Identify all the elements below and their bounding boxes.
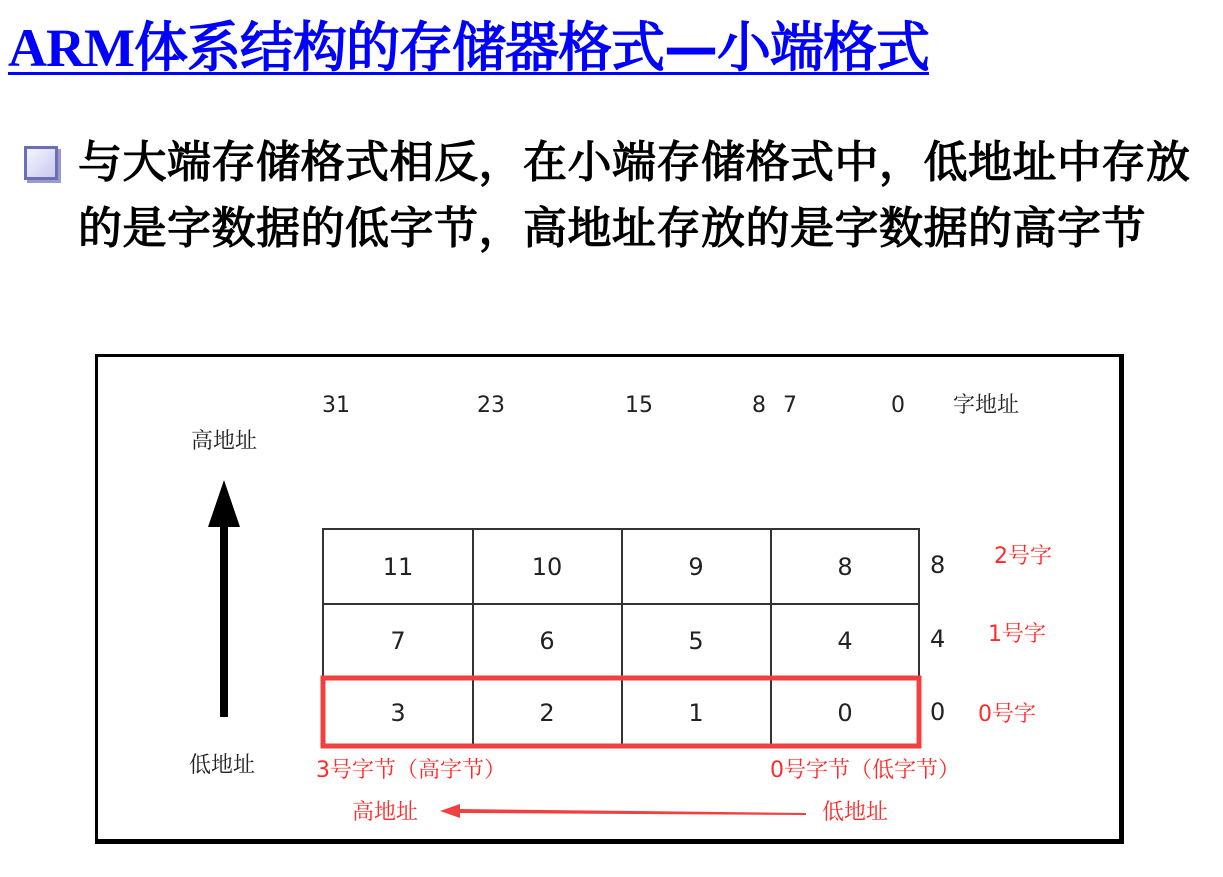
- cell-value: 4: [837, 627, 853, 655]
- bit-label-8: 8: [752, 393, 766, 418]
- row-address-0: 0: [930, 698, 946, 726]
- page-title: [8, 16, 929, 80]
- row-address-4: 4: [930, 625, 946, 653]
- word-label-1: 1号字: [988, 622, 1046, 647]
- word-label-2: 2号字: [994, 544, 1052, 569]
- diagram-canvas: [98, 357, 1119, 839]
- left-arrow-icon: [440, 804, 806, 818]
- byte3-label: 3号字节（高字节）: [316, 758, 506, 783]
- bullet-text: 与大端存储格式相反，在小端存储格式中，低地址中存放的是字数据的低字节，高地址存放的是字数据的高字节: [78, 137, 1191, 254]
- little-endian-diagram: [95, 354, 1124, 844]
- cell-value: 8: [837, 553, 853, 581]
- cell-value: 2: [539, 699, 555, 727]
- bullet-square-icon: [24, 146, 58, 180]
- cell-value: 7: [390, 627, 406, 655]
- cell-value: 3: [390, 699, 406, 727]
- cell-value: 0: [837, 699, 853, 727]
- bit-label-23: 23: [477, 393, 505, 418]
- bit-label-31: 31: [322, 393, 350, 418]
- cell-value: 1: [688, 699, 704, 727]
- cell-value: 11: [382, 553, 414, 581]
- byte0-label: 0号字节（低字节）: [770, 758, 960, 783]
- up-arrow-icon: [208, 480, 240, 717]
- cell-value: 10: [531, 553, 563, 581]
- row-address-8: 8: [930, 551, 946, 579]
- title-rest: 体系结构的存储器格式—小端格式: [133, 16, 929, 79]
- high-address-label: 高地址: [190, 429, 258, 454]
- cell-value: 5: [688, 627, 704, 655]
- bottom-high-address-label: 高地址: [352, 800, 419, 825]
- bit-label-0: 0: [891, 393, 905, 418]
- word-label-0: 0号字: [978, 702, 1036, 727]
- cell-value: 9: [688, 553, 704, 581]
- bit-label-15: 15: [625, 393, 653, 418]
- bit-label-7: 7: [783, 393, 797, 418]
- word-address-label: 字地址: [952, 393, 1020, 418]
- bottom-low-address-label: 低地址: [822, 800, 889, 825]
- low-address-label: 低地址: [188, 753, 256, 778]
- cell-value: 6: [539, 627, 555, 655]
- title-prefix: ARM: [8, 18, 134, 78]
